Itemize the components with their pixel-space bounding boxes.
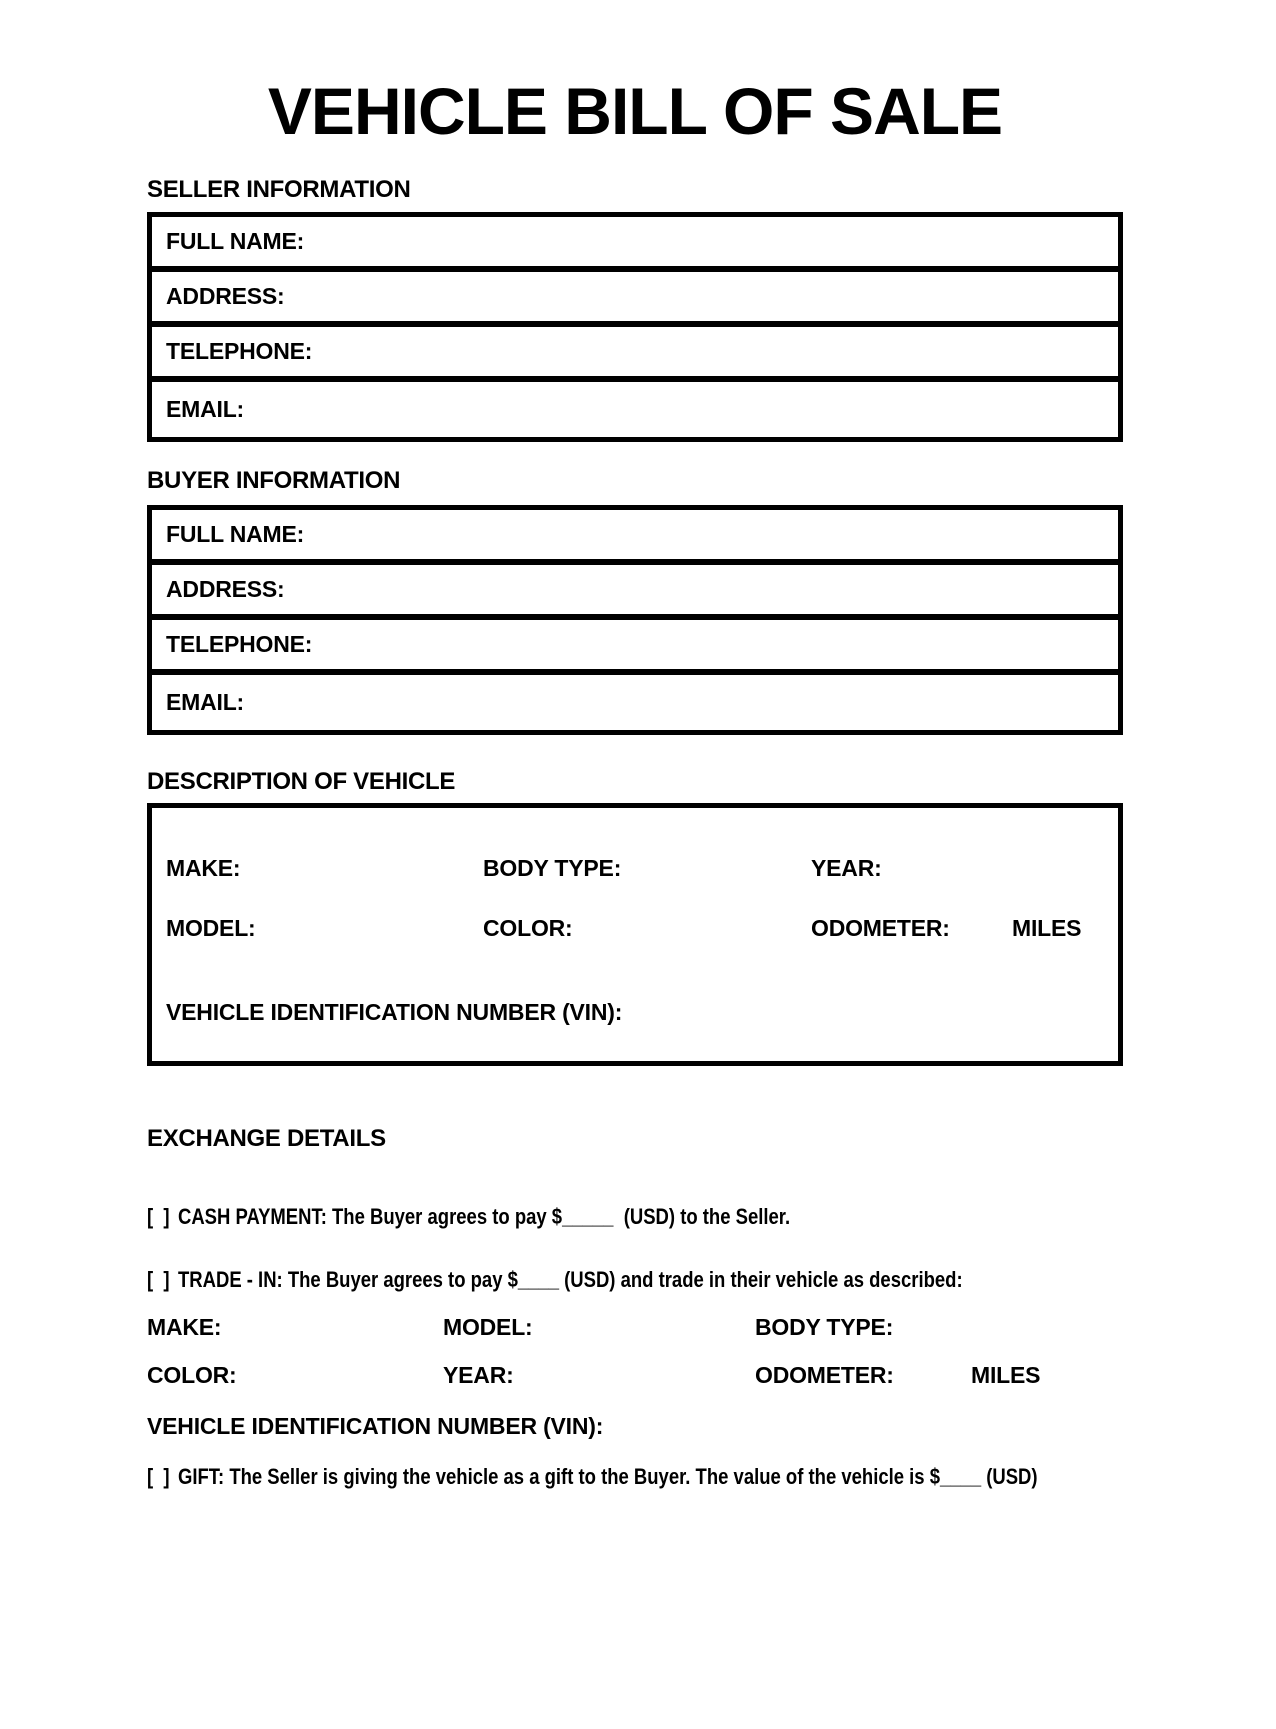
vehicle-make-field[interactable] [166, 854, 483, 882]
buyer-address-input-area[interactable] [295, 565, 1104, 614]
trade-in-miles-unit [971, 1361, 1123, 1389]
seller-section-heading: SELLER INFORMATION [147, 176, 411, 203]
vehicle-color-label: COLOR: [483, 915, 573, 941]
vehicle-odometer-input-area[interactable] [960, 914, 1012, 942]
vehicle-year-label: YEAR: [811, 855, 882, 881]
vehicle-model-input-area[interactable] [266, 914, 483, 942]
cash-payment-text: CASH PAYMENT: The Buyer agrees to pay $_____ (USD) to the Seller. [177, 1204, 791, 1229]
vehicle-miles-label: MILES [1012, 915, 1082, 941]
seller-telephone-input-area[interactable] [322, 327, 1104, 376]
vehicle-odometer-label: ODOMETER: [811, 915, 950, 941]
vehicle-color-field[interactable] [483, 914, 811, 942]
trade-in-vin-field[interactable] [147, 1412, 1123, 1440]
vehicle-year-input-area[interactable] [892, 854, 1012, 882]
buyer-info-box [147, 505, 1123, 735]
vehicle-make-input-area[interactable] [250, 854, 483, 882]
vehicle-section-heading: DESCRIPTION OF VEHICLE [147, 768, 456, 795]
gift-text: GIFT: The Seller is giving the vehicle as a gift to the Buyer. The value of the vehicle is $____ (USD) [177, 1464, 1038, 1489]
vehicle-year-field[interactable] [811, 854, 1012, 882]
trade-in-vehicle-row-1 [147, 1313, 1123, 1341]
trade-in-body-type-input-area[interactable] [903, 1313, 971, 1341]
cash-payment-checkbox[interactable]: [ ] [147, 1204, 170, 1229]
trade-in-odometer-label: ODOMETER: [755, 1362, 894, 1388]
trade-in-odometer-input-area[interactable] [904, 1361, 971, 1389]
seller-telephone-label: TELEPHONE: [166, 338, 313, 364]
trade-in-make-input-area[interactable] [231, 1313, 443, 1341]
vehicle-row-1 [166, 854, 1104, 882]
trade-in-miles-label: MILES [971, 1362, 1041, 1388]
trade-in-year-field[interactable] [443, 1361, 755, 1389]
seller-full-name-row[interactable] [152, 217, 1118, 272]
vehicle-vin-label: VEHICLE IDENTIFICATION NUMBER (VIN): [166, 999, 623, 1025]
trade-in-make-field[interactable] [147, 1313, 443, 1341]
trade-in-model-label: MODEL: [443, 1314, 533, 1340]
buyer-telephone-label: TELEPHONE: [166, 631, 313, 657]
buyer-section-heading: BUYER INFORMATION [147, 467, 401, 494]
trade-in-color-field[interactable] [147, 1361, 443, 1389]
seller-info-box [147, 212, 1123, 442]
seller-email-label: EMAIL: [166, 396, 245, 422]
vehicle-miles-unit [1012, 914, 1104, 942]
buyer-full-name-label: FULL NAME: [166, 521, 305, 547]
gift-option [147, 1463, 1038, 1491]
buyer-address-row[interactable] [152, 565, 1118, 620]
seller-email-row[interactable] [152, 382, 1118, 437]
gift-checkbox[interactable]: [ ] [147, 1464, 170, 1489]
seller-full-name-label: FULL NAME: [166, 228, 305, 254]
trade-in-color-input-area[interactable] [247, 1361, 443, 1389]
vehicle-model-field[interactable] [166, 914, 483, 942]
buyer-telephone-row[interactable] [152, 620, 1118, 675]
trade-in-text: TRADE - IN: The Buyer agrees to pay $____ (USD) and trade in their vehicle as described: [177, 1267, 963, 1292]
seller-address-input-area[interactable] [295, 272, 1104, 321]
seller-full-name-input-area[interactable] [314, 217, 1104, 266]
vehicle-vin-input-area[interactable] [632, 998, 1104, 1026]
buyer-email-input-area[interactable] [254, 675, 1104, 730]
trade-in-vehicle-row-2 [147, 1361, 1123, 1389]
trade-in-vin-label: VEHICLE IDENTIFICATION NUMBER (VIN): [147, 1413, 604, 1439]
trade-in-color-label: COLOR: [147, 1362, 237, 1388]
trade-in-vin-input-area[interactable] [613, 1412, 1123, 1440]
buyer-email-label: EMAIL: [166, 689, 245, 715]
vehicle-row-2 [166, 914, 1104, 942]
trade-in-year-input-area[interactable] [524, 1361, 755, 1389]
trade-in-body-type-label: BODY TYPE: [755, 1314, 894, 1340]
page-title: VEHICLE BILL OF SALE [267, 74, 1003, 148]
vehicle-color-input-area[interactable] [583, 914, 811, 942]
exchange-section-heading: EXCHANGE DETAILS [147, 1125, 386, 1152]
buyer-address-label: ADDRESS: [166, 576, 285, 602]
vehicle-model-label: MODEL: [166, 915, 256, 941]
document-body [147, 74, 1123, 1491]
vehicle-body-type-input-area[interactable] [631, 854, 811, 882]
buyer-full-name-input-area[interactable] [314, 510, 1104, 559]
vehicle-body-type-field[interactable] [483, 854, 811, 882]
trade-in-year-label: YEAR: [443, 1362, 514, 1388]
seller-email-input-area[interactable] [254, 382, 1104, 437]
vehicle-odometer-field[interactable] [811, 914, 1012, 942]
seller-address-row[interactable] [152, 272, 1118, 327]
vehicle-vin-field[interactable] [166, 998, 1104, 1026]
seller-address-label: ADDRESS: [166, 283, 285, 309]
trade-in-checkbox[interactable]: [ ] [147, 1267, 170, 1292]
bill-of-sale-page [0, 74, 1276, 1729]
seller-telephone-row[interactable] [152, 327, 1118, 382]
buyer-telephone-input-area[interactable] [322, 620, 1104, 669]
cash-payment-option [147, 1203, 967, 1231]
trade-in-make-label: MAKE: [147, 1314, 222, 1340]
trade-in-odometer-field[interactable] [755, 1361, 971, 1389]
trade-in-option [147, 1266, 967, 1294]
vehicle-description-box [147, 803, 1123, 1066]
trade-in-model-field[interactable] [443, 1313, 755, 1341]
trade-in-body-type-field[interactable] [755, 1313, 971, 1341]
trade-in-model-input-area[interactable] [543, 1313, 755, 1341]
vehicle-make-label: MAKE: [166, 855, 241, 881]
vehicle-body-type-label: BODY TYPE: [483, 855, 622, 881]
buyer-full-name-row[interactable] [152, 510, 1118, 565]
buyer-email-row[interactable] [152, 675, 1118, 730]
